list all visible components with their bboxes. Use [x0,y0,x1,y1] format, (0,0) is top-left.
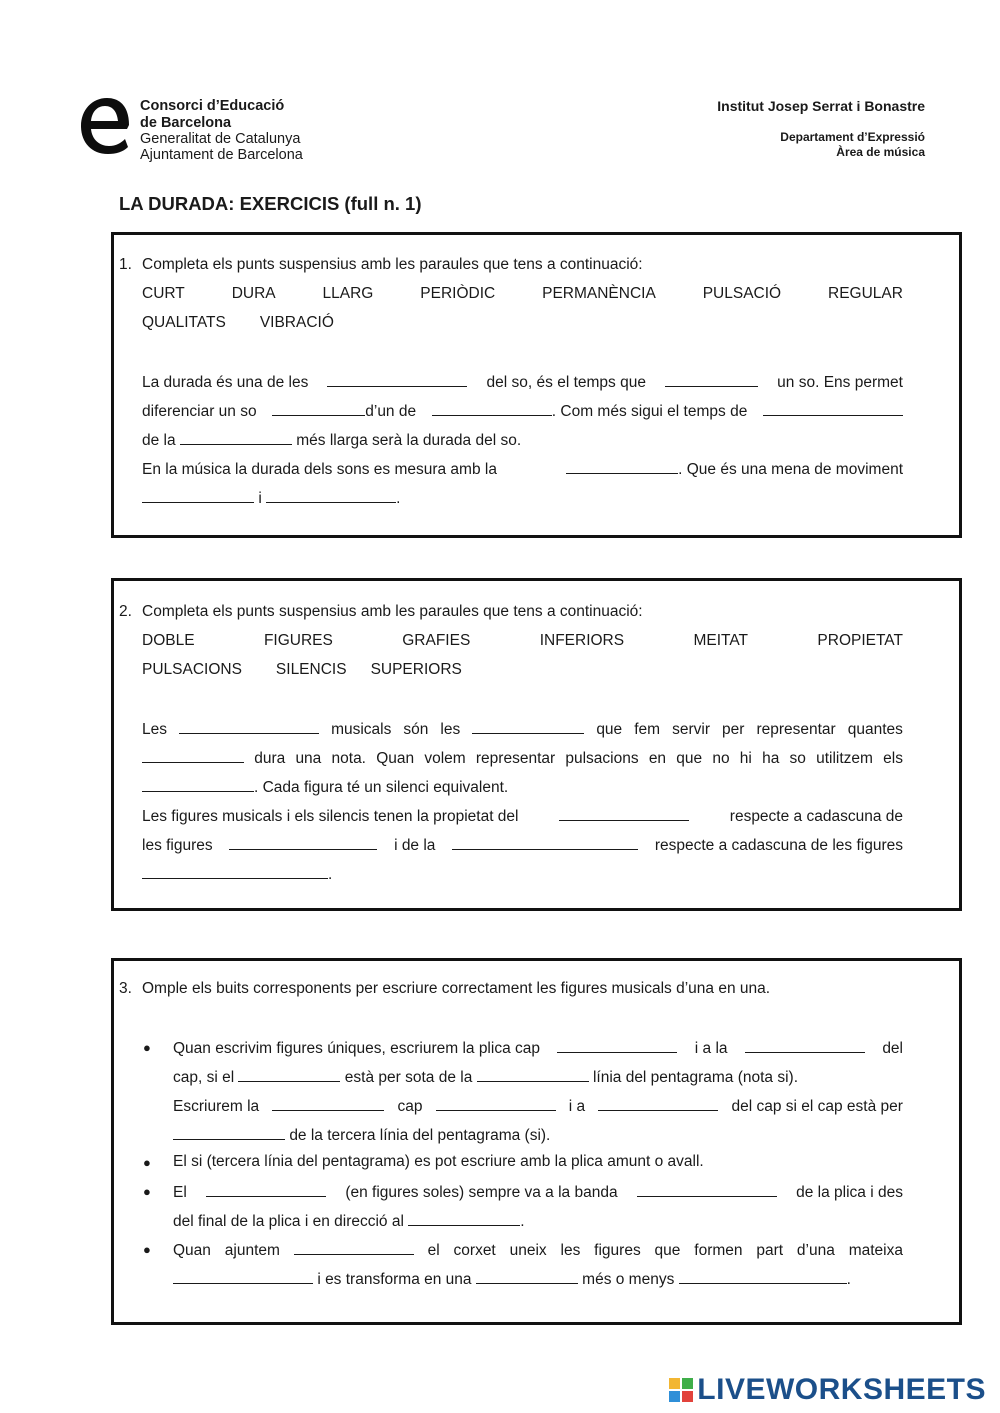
sentence-text: i de la [394,837,436,854]
sentence-text: que [676,750,703,767]
sentence-text: està per sota de la [344,1069,473,1086]
word-bank-item: SILENCIS [275,661,347,678]
answer-blank[interactable] [408,1211,520,1226]
sentence-text: servir [672,721,710,738]
answer-blank[interactable] [763,401,903,416]
answer-blank[interactable] [432,401,552,416]
sentence-text: uneix [509,1242,547,1259]
exercise-3-bullet-4-line-2 [173,1269,851,1289]
exercise-1-line-2 [142,401,903,421]
exercise-3-bullet-3-line-1 [173,1182,903,1202]
exercise-2-number: 2. [119,603,132,620]
sentence-text: del [882,1040,903,1057]
sentence-text: representar [475,750,556,767]
exercise-3-number: 3. [119,980,132,997]
answer-blank[interactable] [637,1182,777,1197]
word-bank-item: CURT [142,285,185,302]
word-bank-item: SUPERIORS [370,661,462,678]
sentence-text: ha [762,750,780,767]
sentence-text: el [427,1242,440,1259]
org-line-2: de Barcelona [140,115,232,131]
sentence-text: corxet [453,1242,496,1259]
page-title: LA DURADA: EXERCICIS (full n. 1) [119,193,422,214]
sentence-text: que [654,1242,681,1259]
sentence-text: quantes [847,721,903,738]
sentence-text: una [295,750,322,767]
answer-blank[interactable] [452,835,638,850]
word-bank-item: LLARG [322,285,374,302]
bullet-1: ● [143,1040,151,1055]
sentence-text: Quan [173,1242,211,1259]
sentence-text: formen [694,1242,743,1259]
sentence-text: les [440,721,461,738]
bullet-3: ● [143,1184,151,1199]
exercise-2-box [111,578,962,911]
sentence-text: línia del pentagrama (nota si). [592,1069,799,1086]
word-bank-item: MEITAT [693,632,749,649]
liveworksheets-grid-icon [669,1378,693,1402]
exercise-1-line-5 [142,488,400,508]
sentence-text: cap, si el [173,1069,235,1086]
word-bank-item: PULSACIONS [142,661,242,678]
answer-blank[interactable] [179,719,319,734]
sentence-text: i a [568,1098,586,1115]
word-bank-item: REGULAR [828,285,903,302]
department-name: Departament d’Expressió [780,130,925,144]
answer-blank[interactable] [173,1125,285,1140]
word-bank-item: QUALITATS [142,314,226,331]
exercise-3-bullet-2-line-1: El si (tercera línia del pentagrama) es pot escriure amb la plica amunt o avall. [173,1153,704,1170]
exercise-2-line-1 [142,719,903,739]
sentence-text: nota. [331,750,366,767]
sentence-text: d’una [796,1242,835,1259]
exercise-2-word-bank-row-2 [142,661,903,679]
bullet-4: ● [143,1242,151,1257]
sentence-text: són [403,721,429,738]
sentence-text: més o menys [582,1271,675,1288]
answer-blank[interactable] [142,748,244,763]
liveworksheets-brand-text: LIVEWORKSHEETS [697,1373,986,1406]
answer-blank[interactable] [476,1269,578,1284]
answer-blank[interactable] [598,1096,718,1111]
sentence-text: en [648,750,667,767]
sentence-text: del cap si el cap està per [731,1098,903,1115]
sentence-text: un so. Ens permet [777,374,903,391]
word-bank-item: FIGURES [263,632,333,649]
sentence-text: cap [397,1098,423,1115]
exercise-2-line-2 [142,748,903,768]
exercise-2-line-3 [142,777,508,797]
answer-blank[interactable] [272,401,365,416]
answer-blank[interactable] [173,1269,313,1284]
exercise-3-instruction: Omple els buits corresponents per escriure correctament les figures musicals d’una en una. [142,980,771,997]
answer-blank[interactable] [665,372,758,387]
answer-blank[interactable] [745,1038,865,1053]
word-bank-item: DOBLE [142,632,195,649]
sentence-text: les [560,1242,581,1259]
institute-name: Institut Josep Serrat i Bonastre [717,98,925,114]
answer-blank[interactable] [142,864,328,879]
word-bank-item: PERMANÈNCIA [542,285,656,302]
sentence-text: diferenciar un so [142,403,257,420]
sentence-text: Escriurem la [173,1098,260,1115]
area-name: Àrea de música [836,145,925,159]
org-line-1: Consorci d’Educació [140,98,285,114]
word-bank-item: PERIÒDIC [420,285,496,302]
answer-blank[interactable] [229,835,377,850]
answer-blank[interactable] [142,777,254,792]
answer-blank[interactable] [180,430,292,445]
answer-blank[interactable] [206,1182,326,1197]
sentence-text: de la plica i des [796,1184,903,1201]
sentence-text: pulsacions [565,750,639,767]
sentence-text: musicals [331,721,392,738]
sentence-text: . [328,866,333,883]
sentence-text: . Cada figura té un silenci equivalent. [254,779,509,796]
exercise-2-line-4 [142,806,903,826]
answer-blank[interactable] [436,1096,556,1111]
answer-blank[interactable] [238,1067,340,1082]
bullet-2: ● [143,1155,151,1170]
sentence-text: Les [142,721,167,738]
exercise-1-word-bank-row-2 [142,314,903,332]
sentence-text: del final de la plica i en direcció al [173,1213,404,1230]
exercise-3-bullet-3-line-2 [173,1211,525,1231]
sentence-text: de la tercera línia del pentagrama (si). [289,1127,551,1144]
exercise-1-word-bank-row-1 [142,285,903,303]
sentence-text: per [722,721,745,738]
consorci-e-logo-icon [78,96,130,156]
sentence-text: respecte a cadascuna de [729,808,903,825]
exercise-3-bullet-4-line-1 [173,1240,903,1260]
answer-blank[interactable] [294,1240,414,1255]
sentence-text: no [712,750,730,767]
answer-blank[interactable] [272,1096,384,1111]
word-bank-item: PROPIETAT [817,632,903,649]
exercise-2-instruction: Completa els punts suspensius amb les paraules que tens a continuació: [142,603,643,620]
exercise-1-line-4 [142,459,903,479]
sentence-text: Quan escrivim figures úniques, escriurem la plica cap [173,1040,540,1057]
sentence-text: Les figures musicals i els silencis tenen la propietat del [142,808,519,825]
exercise-2-line-6 [142,864,332,884]
sentence-text: fem [634,721,661,738]
exercise-3-bullet-1-line-4 [173,1125,550,1145]
exercise-1-line-3 [142,430,521,450]
sentence-text: d’un de [365,403,417,420]
sentence-text: part [756,1242,784,1259]
sentence-text: El [173,1184,187,1201]
sentence-text: del so, és el temps que [486,374,646,391]
exercise-2-line-5 [142,835,903,855]
sentence-text: de la [142,432,176,449]
answer-blank[interactable] [327,372,467,387]
word-bank-item: INFERIORS [539,632,625,649]
sentence-text: dura [254,750,286,767]
answer-blank[interactable] [679,1269,847,1284]
exercise-1-number: 1. [119,256,132,273]
sentence-text: . [520,1213,525,1230]
sentence-text: figures [594,1242,641,1259]
sentence-text: hi [739,750,752,767]
answer-blank[interactable] [477,1067,589,1082]
sentence-text: i es transforma en una [317,1271,472,1288]
exercise-3-bullet-1-line-2 [173,1067,798,1087]
sentence-text: La durada és una de les [142,374,309,391]
sentence-text: . [396,490,401,507]
sentence-text: so [789,750,806,767]
answer-blank[interactable] [566,459,678,474]
answer-blank[interactable] [266,488,396,503]
sentence-text: i [258,490,262,507]
sentence-text: utilitzem [816,750,873,767]
sentence-text: les figures [142,837,213,854]
sentence-text: els [883,750,903,767]
word-bank-item: PULSACIÓ [702,285,782,302]
answer-blank[interactable] [142,488,254,503]
sentence-text: volem [424,750,466,767]
sentence-text: En la música la durada dels sons es mesura amb la [142,461,497,478]
sentence-text: . [846,1271,851,1288]
word-bank-item: GRAFIES [402,632,471,649]
answer-blank[interactable] [559,806,689,821]
answer-blank[interactable] [472,719,584,734]
sentence-text: més llarga serà la durada del so. [296,432,522,449]
word-bank-item: VIBRACIÓ [259,314,334,331]
sentence-text: i a la [694,1040,728,1057]
sentence-text: . Com més sigui el temps de [551,403,748,420]
exercise-1-line-1 [142,372,903,392]
sentence-text: representar [756,721,836,738]
liveworksheets-logo[interactable] [669,1373,986,1407]
exercise-1-instruction: Completa els punts suspensius amb les paraules que tens a continuació: [142,256,643,273]
sentence-text: ajuntem [224,1242,280,1259]
sentence-text: que [596,721,623,738]
exercise-2-word-bank-row-1 [142,632,903,650]
org-line-4: Ajuntament de Barcelona [140,147,303,163]
sentence-text: respecte a cadascuna de les figures [654,837,903,854]
exercise-3-bullet-1-line-3 [173,1096,903,1116]
answer-blank[interactable] [557,1038,677,1053]
sentence-text: (en figures soles) sempre va a la banda [345,1184,618,1201]
sentence-text: Quan [376,750,415,767]
exercise-3-bullet-1-line-1 [173,1038,903,1058]
word-bank-item: DURA [231,285,276,302]
sentence-text: mateixa [848,1242,903,1259]
org-line-3: Generalitat de Catalunya [140,131,301,147]
sentence-text: . Que és una mena de moviment [678,461,903,478]
